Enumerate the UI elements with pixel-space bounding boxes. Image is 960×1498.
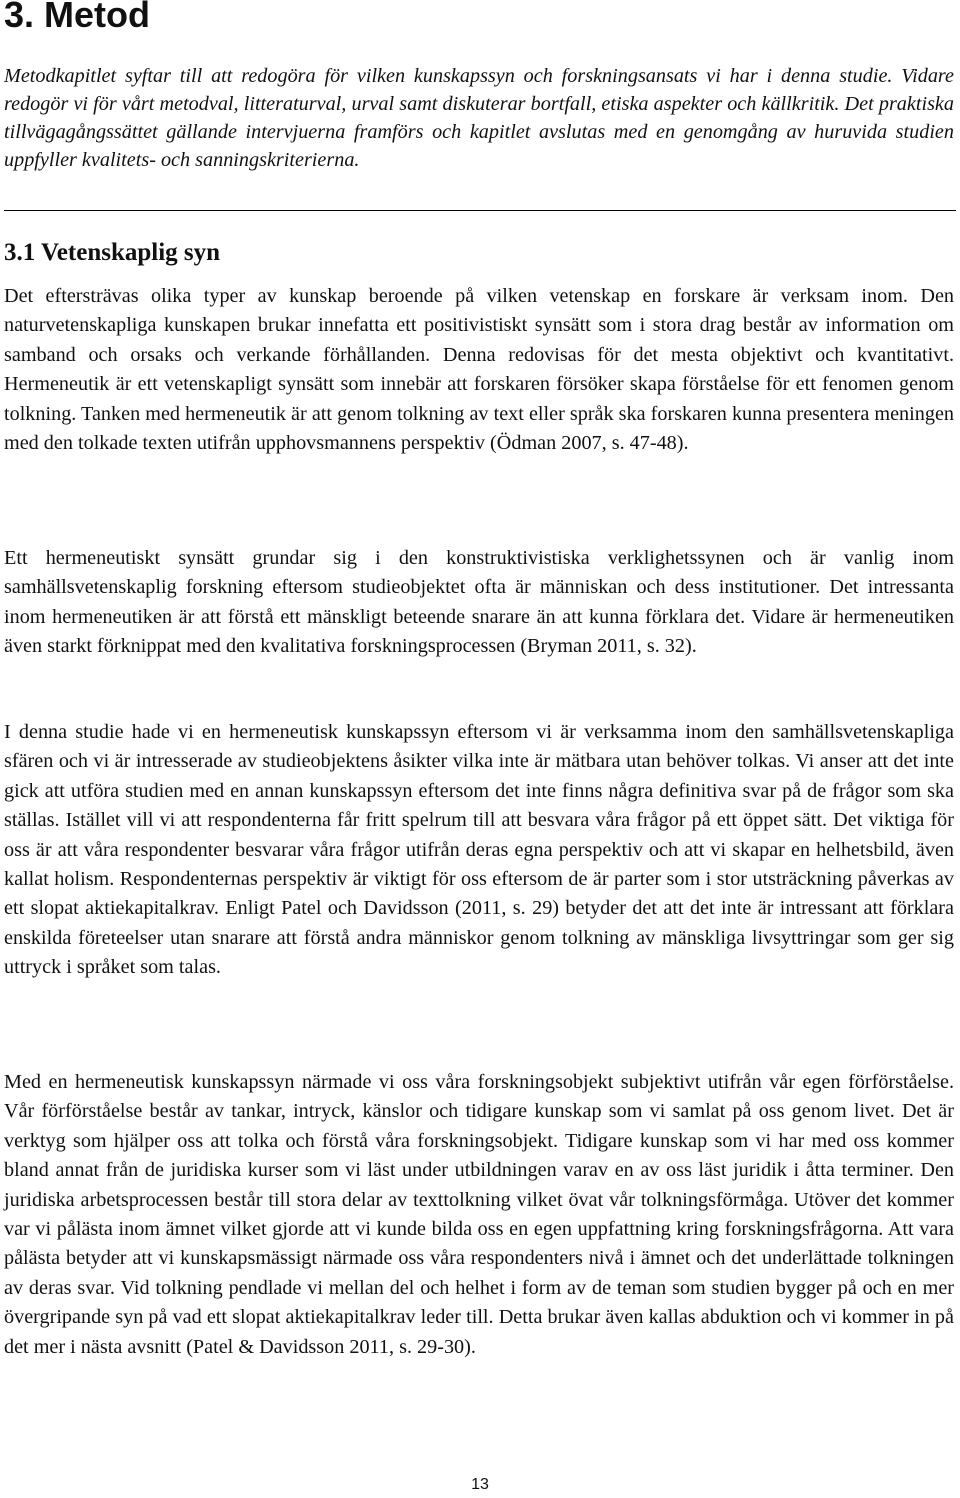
chapter-title: 3. Metod — [4, 0, 151, 35]
body-paragraph: Med en hermeneutisk kunskapssyn närmade vi oss våra forskningsobjekt subjektivt utifrån vår egen förförståelse. Vår förförståelse består av tankar, intryck, känslor och tidigare kunskap som vi samlat på oss genom livet. Det är verktyg som hjälper oss att tolka och förstå våra forskningsobjekt. Tidigare kunskap som vi har med oss kommer bland annat från de juridiska kurser som vi läst under utbildningen varav en av oss läst juridik i åtta terminer. Den juridiska arbetsprocessen består till stora delar av texttolkning vilket övat vår tolkningsförmåga. Utöver det kommer var vi pålästa inom ämnet vilket gjorde att vi kunde bilda oss en egen uppfattning kring forskningsfrågorna. Att vara pålästa betyder att vi kunskapsmässigt närmade oss våra respondenters nivå i ämnet och det underlättade tolkningen av deras svar. Vid tolkning pendlade vi mellan del och helhet i form av de teman som studien bygger på och en mer övergripande syn på vad ett slopat aktiekapitalkrav leder till. Detta brukar även kallas abduktion och vi kommer in på det mer i nästa avsnitt (Patel & Davidsson 2011, s. 29-30). — [4, 1071, 954, 1358]
page-number: 13 — [471, 1476, 489, 1493]
section-heading: 3.1 Vetenskaplig syn — [4, 239, 221, 266]
chapter-intro: Metodkapitlet syftar till att redogöra för vilken kunskapssyn och forskningsansats vi har i denna studie. Vidare redogör vi för vårt metodval, litteraturval, urval samt diskuterar bortfall, etiska aspekter och källkritik. Det praktiska tillvägagångssättet gällande intervjuerna framförs och kapitlet avslutas med en genomgång av huruvida studien uppfyller kvalitets- och sanningskriterierna. — [4, 65, 954, 171]
body-paragraph: Det eftersträvas olika typer av kunskap beroende på vilken vetenskap en forskare är verksam inom. Den naturvetenskapliga kunskapen brukar innefatta ett positivistiskt synsätt som i stora drag består av information om samband och orsaks och verkande förhållanden. Denna redovisas för det mesta objektivt och kvantitativt. Hermeneutik är ett vetenskapligt synsätt som innebär att forskaren försöker skapa förståelse för ett fenomen genom tolkning. Tanken med hermeneutik är att genom tolkning av text eller språk ska forskaren kunna presentera meningen med den tolkade texten utifrån upphovsmannens perspektiv (Ödman 2007, s. 47-48). — [4, 285, 954, 455]
body-paragraph: I denna studie hade vi en hermeneutisk kunskapssyn eftersom vi är verksamma inom den samhällsvetenskapliga sfären och vi är intresserade av studieobjektens åsikter vilka inte är mätbara utan behöver tolkas. Vi anser att det inte gick att utföra studien med en annan kunskapssyn eftersom det inte finns några definitiva svar på de frågor som ska ställas. Istället vill vi att respondenterna får fritt spelrum till att besvara våra frågor på ett öppet sätt. Det viktiga för oss är att våra respondenter besvarar våra frågor utifrån deras egna perspektiv och att vi skapar en helhetsbild, även kallat holism. Respondenternas perspektiv är viktigt för oss eftersom de är parter som i stor utsträckning påverkas av ett slopat aktiekapitalkrav. Enligt Patel och Davidsson (2011, s. 29) betyder det att det inte är intressant att förklara enskilda företeelser utan snarare att förstå andra människor genom tolkning av mänskliga livsyttringar som ger sig uttryck i språket som talas. — [4, 721, 954, 979]
intro-divider — [4, 210, 956, 211]
body-paragraph: Ett hermeneutiskt synsätt grundar sig i den konstruktivistiska verklighetssynen och är vanlig inom samhällsvetenskaplig forskning eftersom studieobjektet ofta är människan och dess institutioner. Det intressanta inom hermeneutiken är att förstå ett mänskligt beteende snarare än att kunna förklara det. Vidare är hermeneutiken även starkt förknippat med den kvalitativa forskningsprocessen (Bryman 2011, s. 32). — [4, 547, 954, 658]
